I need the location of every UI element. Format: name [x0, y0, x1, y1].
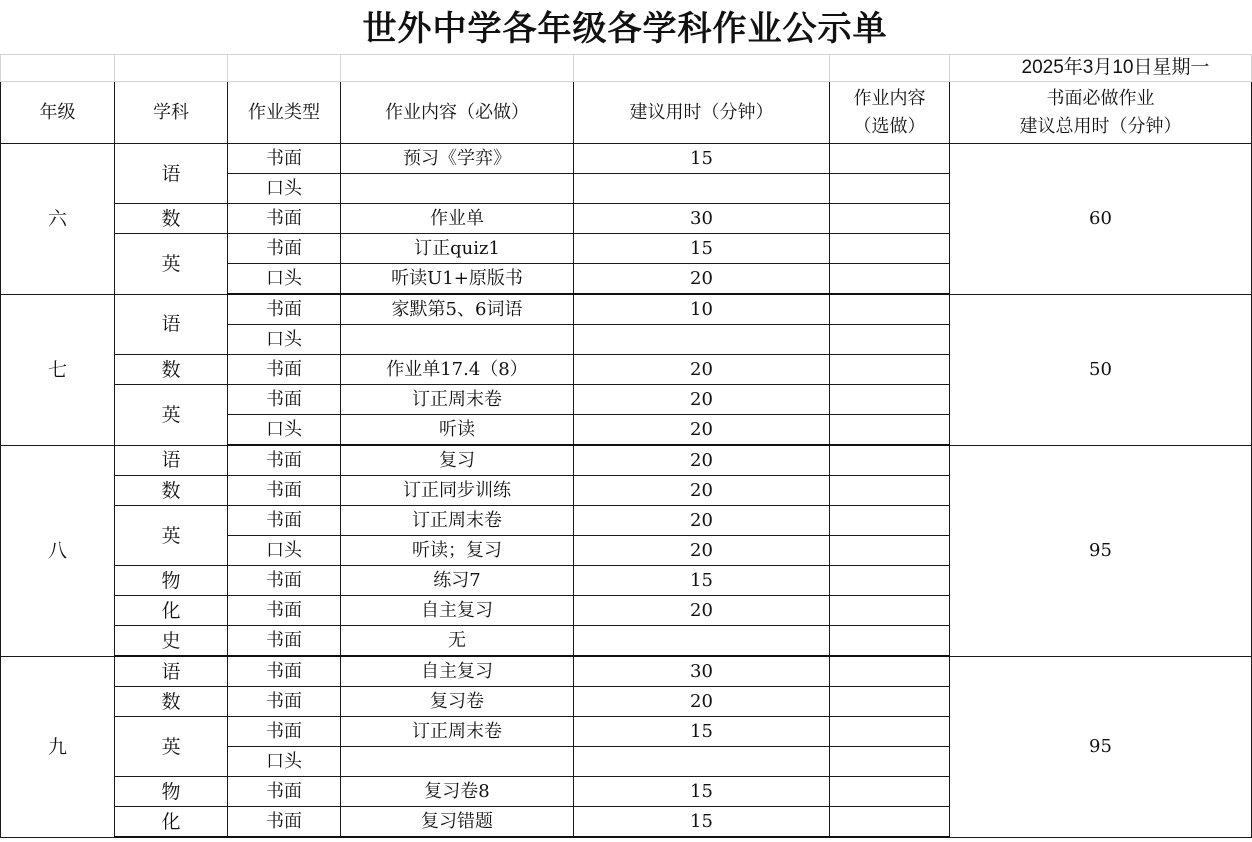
optional-content-cell[interactable] — [830, 536, 950, 566]
header-optional-line1: 作业内容 — [853, 87, 926, 109]
grade-cell[interactable]: 九 — [1, 656, 115, 837]
time-cell[interactable]: 20 — [574, 355, 830, 385]
type-cell[interactable]: 书面 — [228, 234, 341, 264]
required-content-cell[interactable]: 复习错题 — [341, 807, 574, 838]
time-cell[interactable]: 20 — [574, 476, 830, 506]
required-content-cell[interactable]: 练习7 — [341, 566, 574, 596]
optional-content-cell[interactable] — [830, 747, 950, 777]
homework-table — [0, 54, 1252, 838]
required-content-cell[interactable]: 订正周末卷 — [341, 717, 574, 747]
subject-cell[interactable]: 物 — [115, 566, 228, 596]
type-cell[interactable]: 书面 — [228, 656, 341, 687]
time-cell[interactable]: 20 — [574, 385, 830, 415]
optional-content-cell[interactable] — [830, 687, 950, 717]
type-cell[interactable]: 口头 — [228, 325, 341, 355]
type-cell[interactable]: 书面 — [228, 626, 341, 657]
blank-cell[interactable] — [574, 55, 830, 82]
subject-cell[interactable]: 数 — [115, 355, 228, 385]
required-content-cell[interactable]: 订正quiz1 — [341, 234, 574, 264]
required-content-cell[interactable]: 听读；复习 — [341, 536, 574, 566]
time-cell[interactable]: 15 — [574, 807, 830, 838]
grade-cell[interactable]: 七 — [1, 294, 115, 445]
required-content-cell[interactable]: 作业单 — [341, 204, 574, 234]
optional-content-cell[interactable] — [830, 777, 950, 807]
optional-content-cell[interactable] — [830, 264, 950, 295]
header-total-line1: 书面必做作业 — [1046, 87, 1155, 109]
header-optional-line2: （选做） — [853, 115, 926, 137]
optional-content-cell[interactable] — [830, 144, 950, 174]
time-cell[interactable]: 20 — [574, 264, 830, 295]
date-row — [1, 55, 1252, 82]
type-cell[interactable]: 书面 — [228, 385, 341, 415]
required-content-cell[interactable]: 预习《学弈》 — [341, 144, 574, 174]
optional-content-cell[interactable] — [830, 204, 950, 234]
optional-content-cell[interactable] — [830, 385, 950, 415]
type-cell[interactable]: 书面 — [228, 445, 341, 476]
required-content-cell[interactable]: 家默第5、6词语 — [341, 294, 574, 325]
required-content-cell[interactable]: 无 — [341, 626, 574, 657]
total-time-cell[interactable]: 95 — [950, 445, 1252, 656]
required-content-cell[interactable]: 自主复习 — [341, 656, 574, 687]
time-cell[interactable]: 15 — [574, 566, 830, 596]
date-cell[interactable]: 2025年3月10日星期一 — [950, 55, 1252, 82]
subject-cell[interactable]: 英 — [115, 385, 228, 446]
table-row — [1, 445, 1252, 476]
type-cell[interactable]: 口头 — [228, 174, 341, 204]
table-row — [1, 294, 1252, 325]
subject-cell[interactable]: 语 — [115, 144, 228, 204]
required-content-cell[interactable] — [341, 747, 574, 777]
subject-cell[interactable]: 化 — [115, 596, 228, 626]
optional-content-cell[interactable] — [830, 325, 950, 355]
subject-cell[interactable]: 英 — [115, 234, 228, 295]
required-content-cell[interactable] — [341, 325, 574, 355]
blank-cell[interactable] — [341, 55, 574, 82]
time-cell[interactable]: 15 — [574, 144, 830, 174]
header-total[interactable] — [950, 82, 1252, 144]
header-row — [1, 82, 1252, 144]
time-cell[interactable]: 20 — [574, 687, 830, 717]
time-cell[interactable] — [574, 325, 830, 355]
table-row — [1, 144, 1252, 174]
table-row — [1, 656, 1252, 687]
type-cell[interactable]: 书面 — [228, 566, 341, 596]
grade-cell[interactable]: 六 — [1, 144, 115, 295]
header-required[interactable]: 作业内容（必做） — [341, 82, 574, 144]
type-cell[interactable]: 口头 — [228, 415, 341, 446]
total-time-cell[interactable]: 95 — [950, 656, 1252, 837]
grade-cell[interactable]: 八 — [1, 445, 115, 656]
type-cell[interactable]: 口头 — [228, 747, 341, 777]
required-content-cell[interactable]: 复习卷8 — [341, 777, 574, 807]
type-cell[interactable]: 书面 — [228, 807, 341, 838]
required-content-cell[interactable]: 复习卷 — [341, 687, 574, 717]
type-cell[interactable]: 口头 — [228, 264, 341, 295]
required-content-cell[interactable]: 听读 — [341, 415, 574, 446]
type-cell[interactable]: 书面 — [228, 596, 341, 626]
subject-cell[interactable]: 数 — [115, 204, 228, 234]
required-content-cell[interactable]: 自主复习 — [341, 596, 574, 626]
required-content-cell[interactable]: 听读U1+原版书 — [341, 264, 574, 295]
optional-content-cell[interactable] — [830, 415, 950, 446]
header-subject[interactable]: 学科 — [115, 82, 228, 144]
time-cell[interactable]: 15 — [574, 777, 830, 807]
time-cell[interactable]: 20 — [574, 596, 830, 626]
subject-cell[interactable]: 英 — [115, 717, 228, 777]
time-cell[interactable]: 15 — [574, 717, 830, 747]
optional-content-cell[interactable] — [830, 174, 950, 204]
subject-cell[interactable]: 英 — [115, 506, 228, 566]
optional-content-cell[interactable] — [830, 626, 950, 657]
subject-cell[interactable]: 物 — [115, 777, 228, 807]
time-cell[interactable]: 20 — [574, 445, 830, 476]
header-total-line2: 建议总用时（分钟） — [1019, 115, 1182, 137]
time-cell[interactable]: 10 — [574, 294, 830, 325]
time-cell[interactable]: 20 — [574, 536, 830, 566]
type-cell[interactable]: 书面 — [228, 355, 341, 385]
type-cell[interactable]: 书面 — [228, 204, 341, 234]
subject-cell[interactable]: 语 — [115, 294, 228, 355]
total-time-cell[interactable]: 60 — [950, 144, 1252, 295]
type-cell[interactable]: 书面 — [228, 777, 341, 807]
time-cell[interactable]: 20 — [574, 415, 830, 446]
time-cell[interactable]: 15 — [574, 234, 830, 264]
optional-content-cell[interactable] — [830, 807, 950, 838]
time-cell[interactable]: 30 — [574, 204, 830, 234]
blank-cell[interactable] — [1, 55, 115, 82]
type-cell[interactable]: 书面 — [228, 294, 341, 325]
header-optional[interactable] — [830, 82, 950, 144]
optional-content-cell[interactable] — [830, 566, 950, 596]
subject-cell[interactable]: 数 — [115, 687, 228, 717]
page-title: 世外中学各年级各学科作业公示单 — [362, 9, 888, 49]
time-cell[interactable] — [574, 174, 830, 204]
subject-cell[interactable]: 史 — [115, 626, 228, 657]
optional-content-cell[interactable] — [830, 717, 950, 747]
optional-content-cell[interactable] — [830, 445, 950, 476]
optional-content-cell[interactable] — [830, 596, 950, 626]
type-cell[interactable]: 口头 — [228, 536, 341, 566]
subject-cell[interactable]: 语 — [115, 656, 228, 687]
type-cell[interactable]: 书面 — [228, 506, 341, 536]
type-cell[interactable]: 书面 — [228, 687, 341, 717]
type-cell[interactable]: 书面 — [228, 476, 341, 506]
header-type[interactable]: 作业类型 — [228, 82, 341, 144]
required-content-cell[interactable]: 订正同步训练 — [341, 476, 574, 506]
type-cell[interactable]: 书面 — [228, 717, 341, 747]
header-time[interactable]: 建议用时（分钟） — [574, 82, 830, 144]
time-cell[interactable] — [574, 747, 830, 777]
blank-cell[interactable] — [830, 55, 950, 82]
type-cell[interactable]: 书面 — [228, 144, 341, 174]
required-content-cell[interactable]: 订正周末卷 — [341, 506, 574, 536]
required-content-cell[interactable]: 作业单17.4（8） — [341, 355, 574, 385]
optional-content-cell[interactable] — [830, 656, 950, 687]
optional-content-cell[interactable] — [830, 506, 950, 536]
required-content-cell[interactable]: 复习 — [341, 445, 574, 476]
optional-content-cell[interactable] — [830, 476, 950, 506]
required-content-cell[interactable] — [341, 174, 574, 204]
blank-cell[interactable] — [115, 55, 228, 82]
total-time-cell[interactable]: 50 — [950, 294, 1252, 445]
required-content-cell[interactable]: 订正周末卷 — [341, 385, 574, 415]
subject-cell[interactable]: 化 — [115, 807, 228, 838]
optional-content-cell[interactable] — [830, 294, 950, 325]
optional-content-cell[interactable] — [830, 355, 950, 385]
time-cell[interactable] — [574, 626, 830, 657]
subject-cell[interactable]: 数 — [115, 476, 228, 506]
time-cell[interactable]: 30 — [574, 656, 830, 687]
time-cell[interactable]: 20 — [574, 506, 830, 536]
blank-cell[interactable] — [228, 55, 341, 82]
subject-cell[interactable]: 语 — [115, 445, 228, 476]
header-grade[interactable]: 年级 — [1, 82, 115, 144]
optional-content-cell[interactable] — [830, 234, 950, 264]
